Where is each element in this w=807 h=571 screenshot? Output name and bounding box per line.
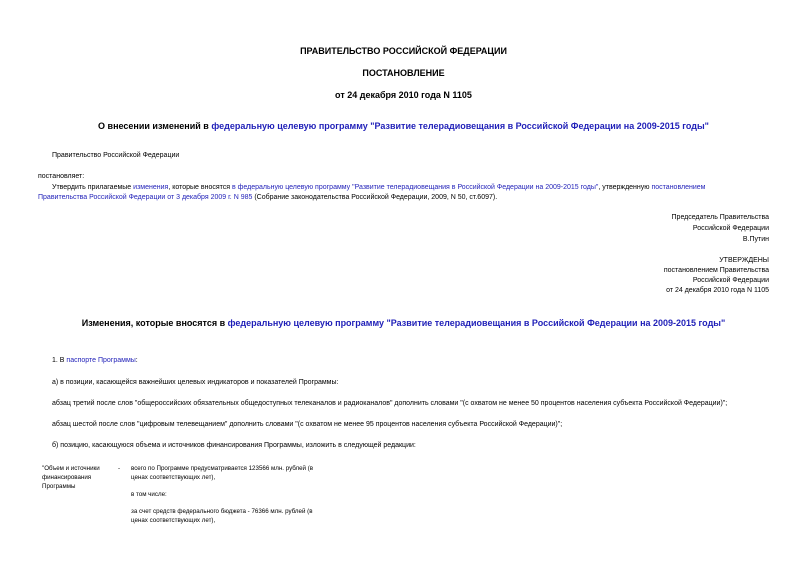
item-a: а) в позиции, касающейся важнейших целевых индикаторов и показателей Программы: <box>52 379 339 386</box>
decree-text-end: (Собрание законодательства Российской Федерации, 2009, N 50, ст.6097). <box>252 194 498 201</box>
changes-title-prefix: Изменения, которые вносятся в <box>81 318 228 328</box>
document-type-heading: ПОСТАНОВЛЕНИЕ <box>362 68 445 78</box>
table-value-total-line2: ценах соответствующих лет), <box>131 474 216 481</box>
title-prefix: О внесении изменений в <box>98 121 212 131</box>
table-value-federal-line1: за счет средств федерального бюджета - 76366 млн. рублей (в <box>131 508 313 515</box>
table-label-line2: финансирования <box>42 474 92 481</box>
decree-paragraph-line2 <box>38 193 497 203</box>
document-date-number: от 24 декабря 2010 года N 1105 <box>335 90 472 100</box>
preamble-line1: Правительство Российской Федерации <box>52 152 180 159</box>
preamble-line2: постановляет: <box>38 173 85 180</box>
signature-name: В.Путин <box>742 236 769 243</box>
approved-line4: от 24 декабря 2010 года N 1105 <box>666 287 769 294</box>
signature-line1: Председатель Правительства <box>671 214 769 221</box>
approved-line1: УТВЕРЖДЕНЫ <box>719 257 769 264</box>
document-title <box>0 121 807 131</box>
decree-text-start: Утвердить прилагаемые <box>52 184 134 191</box>
program-link[interactable]: в федеральную целевую программу "Развитие телерадиовещания в Российской Федерации на 2009-2015 годы" <box>232 184 599 191</box>
changes-title <box>0 318 807 328</box>
approved-line3: Российской Федерации <box>692 277 769 284</box>
table-value-federal-line2: ценах соответствующих лет), <box>131 517 216 524</box>
item-b: б) позицию, касающуюся объема и источников финансирования Программы, изложить в следующей редакции: <box>52 442 416 449</box>
table-label-line3: Программы <box>42 483 76 490</box>
signature-line2: Российской Федерации <box>692 225 769 232</box>
item-1-suffix: : <box>135 357 138 364</box>
item-1-prefix: 1. В <box>52 357 67 364</box>
decree-text-mid2: , утвержденную <box>598 184 652 191</box>
resolution-link-part2[interactable]: Правительства Российской Федерации от 3 декабря 2009 г. N 985 <box>38 194 253 201</box>
table-label-line1: "Объем и источники <box>42 465 100 472</box>
resolution-link-part1[interactable]: постановлением <box>651 184 706 191</box>
item-1 <box>52 356 138 366</box>
changes-link[interactable]: изменения <box>133 184 169 191</box>
changes-title-program-link[interactable]: федеральную целевую программу "Развитие телерадиовещания в Российской Федерации на 2009-2015 годы" <box>227 318 726 328</box>
title-program-link[interactable]: федеральную целевую программу "Развитие телерадиовещания в Российской Федерации на 2009-2015 годы" <box>211 121 709 131</box>
table-value-including: в том числе: <box>131 491 167 498</box>
program-passport-link[interactable]: паспорте Программы <box>66 357 136 364</box>
table-dash: - <box>118 465 121 472</box>
approved-line2: постановлением Правительства <box>663 267 769 274</box>
decree-text-mid: , которые вносятся <box>168 184 232 191</box>
item-a-paragraph3: абзац третий после слов "общероссийских обязательных общедоступных телеканалов и радиоканалов" дополнить словами "(с охватом не менее 50 процентов населения субъекта Российской Федерации)"; <box>52 400 728 407</box>
decree-paragraph <box>52 182 769 193</box>
item-a-paragraph6: абзац шестой после слов "цифровым телевещанием" дополнить словами "(с охватом не менее 95 процентов населения субъекта Российской Федерации)"; <box>52 421 563 428</box>
table-value-total-line1: всего по Программе предусматривается 123566 млн. рублей (в <box>131 465 314 472</box>
government-heading: ПРАВИТЕЛЬСТВО РОССИЙСКОЙ ФЕДЕРАЦИИ <box>300 46 507 56</box>
